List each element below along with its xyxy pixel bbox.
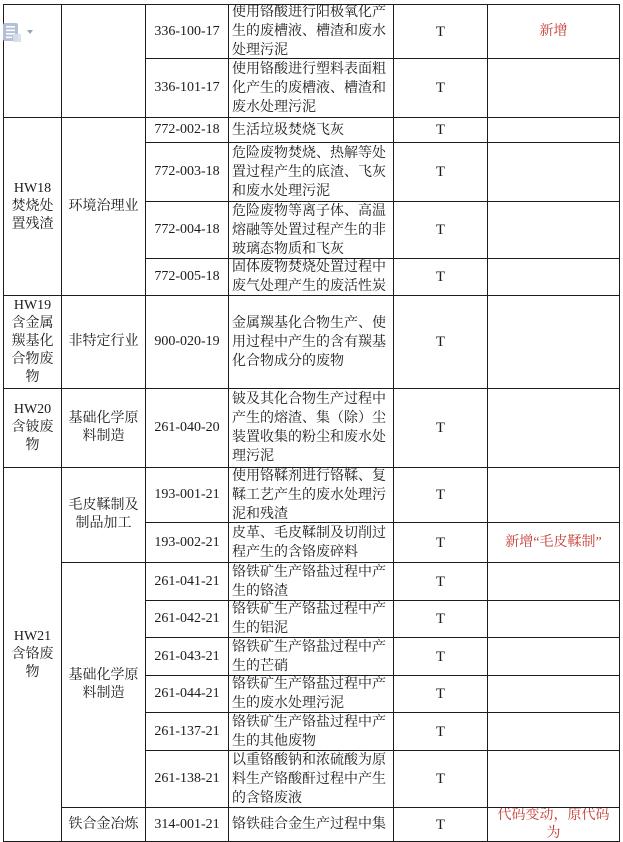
description-cell: 铍及其化合物生产过程中产生的熔渣、集（除）尘装置收集的粉尘和废水处理污泥 — [229, 389, 394, 468]
description-cell: 金属羰基化合物生产、使用过程中产生的含有羰基化合物成分的废物 — [229, 296, 394, 389]
note-cell — [488, 202, 620, 259]
note-cell: 新增 — [488, 5, 620, 59]
note-cell — [488, 118, 620, 143]
hazard-cell: T — [394, 808, 488, 842]
hazard-cell: T — [394, 751, 488, 808]
category-cell — [4, 389, 62, 468]
industry-cell: 环境治理业 — [62, 118, 146, 296]
category-cell — [4, 296, 62, 389]
description-cell: 使用铬酸进行塑料表面粗化产生的废槽液、槽渣和废水处理污泥 — [229, 59, 394, 118]
description-cell: 铬铁矿生产铬盐过程中产生的芒硝 — [229, 638, 394, 676]
description-cell: 危险废物焚烧、热解等处置过程产生的底渣、飞灰和废水处理污泥 — [229, 143, 394, 202]
waste-code-cell: 261-137-21 — [146, 713, 229, 751]
note-cell — [488, 59, 620, 118]
category-code: HW19 — [13, 298, 52, 313]
category-name: 含铬废物 — [11, 646, 54, 680]
description-cell: 以重铬酸钠和浓硫酸为原料生产铬酸酐过程中产生的含铬废液 — [229, 751, 394, 808]
hazard-cell: T — [394, 601, 488, 638]
category-name: 含金属羰基化合物废物 — [11, 316, 54, 385]
industry-cell: 基础化学原料制造 — [62, 563, 146, 808]
description-cell: 皮革、毛皮鞣制及切削过程产生的含铬废碎料 — [229, 523, 394, 563]
note-cell — [488, 143, 620, 202]
note-cell — [488, 638, 620, 676]
industry-cell: 毛皮鞣制及制品加工 — [62, 468, 146, 563]
hazard-cell: T — [394, 296, 488, 389]
category-code: HW18 — [13, 180, 52, 196]
industry-cell: 基础化学原料制造 — [62, 389, 146, 468]
hazard-cell: T — [394, 5, 488, 59]
waste-code-cell: 261-042-21 — [146, 601, 229, 638]
hazard-cell: T — [394, 143, 488, 202]
hazard-cell: T — [394, 523, 488, 563]
category-cell — [4, 118, 62, 296]
waste-code-cell: 772-002-18 — [146, 118, 229, 143]
note-cell — [488, 563, 620, 601]
hazard-cell: T — [394, 259, 488, 296]
description-cell: 使用铬酸进行阳极氧化产生的废槽液、槽渣和废水处理污泥 — [229, 5, 394, 59]
note-cell — [488, 296, 620, 389]
chevron-down-icon — [27, 30, 33, 34]
hazard-cell: T — [394, 202, 488, 259]
paste-options-icon — [2, 22, 38, 44]
note-cell: 代码变动，原代码为 — [488, 808, 620, 842]
hazardous-waste-table — [3, 4, 620, 842]
waste-code-cell: 261-040-20 — [146, 389, 229, 468]
note-cell — [488, 751, 620, 808]
waste-code-cell: 261-041-21 — [146, 563, 229, 601]
note-cell — [488, 259, 620, 296]
waste-code-cell: 336-101-17 — [146, 59, 229, 118]
note-cell — [488, 389, 620, 468]
category-cell — [4, 468, 62, 842]
hazard-cell: T — [394, 676, 488, 713]
waste-code-cell: 336-100-17 — [146, 5, 229, 59]
waste-code-cell: 261-043-21 — [146, 638, 229, 676]
description-cell: 铬铁矿生产铬盐过程中产生的废水处理污泥 — [229, 676, 394, 713]
waste-code-cell: 772-005-18 — [146, 259, 229, 296]
waste-code-cell: 261-044-21 — [146, 676, 229, 713]
hazard-cell: T — [394, 563, 488, 601]
note-cell — [488, 601, 620, 638]
category-code: HW21 — [13, 628, 52, 644]
hazard-cell: T — [394, 468, 488, 523]
description-cell: 铬铁矿生产铬盐过程中产生的铝泥 — [229, 601, 394, 638]
note-cell — [488, 468, 620, 523]
description-cell: 铬铁矿生产铬盐过程中产生的铬渣 — [229, 563, 394, 601]
description-cell: 固体废物焚烧处置过程中废气处理产生的废活性炭 — [229, 259, 394, 296]
hazard-cell: T — [394, 389, 488, 468]
industry-cell — [62, 5, 146, 118]
waste-code-cell: 261-138-21 — [146, 751, 229, 808]
industry-cell: 铁合金冶炼 — [62, 808, 146, 842]
category-name: 含铍废物 — [11, 420, 54, 453]
note-cell — [488, 713, 620, 751]
note-cell — [488, 676, 620, 713]
waste-code-cell: 193-002-21 — [146, 523, 229, 563]
description-cell: 铬铁硅合金生产过程中集 — [229, 808, 394, 842]
hazard-cell: T — [394, 638, 488, 676]
waste-code-cell: 314-001-21 — [146, 808, 229, 842]
waste-code-cell: 772-004-18 — [146, 202, 229, 259]
category-name: 焚烧处置残渣 — [11, 198, 54, 232]
description-cell: 铬铁矿生产铬盐过程中产生的其他废物 — [229, 713, 394, 751]
waste-code-cell: 772-003-18 — [146, 143, 229, 202]
paste-options-button[interactable] — [2, 22, 38, 44]
hazard-cell: T — [394, 713, 488, 751]
waste-code-cell: 193-001-21 — [146, 468, 229, 523]
description-cell: 危险废物等离子体、高温熔融等处置过程产生的非玻璃态物质和飞灰 — [229, 202, 394, 259]
category-code: HW20 — [13, 402, 52, 417]
hazard-cell: T — [394, 59, 488, 118]
description-cell: 使用铬鞣剂进行铬鞣、复鞣工艺产生的废水处理污泥和残渣 — [229, 468, 394, 523]
industry-cell: 非特定行业 — [62, 296, 146, 389]
description-cell: 生活垃圾焚烧飞灰 — [229, 118, 394, 143]
waste-code-cell: 900-020-19 — [146, 296, 229, 389]
hazard-cell: T — [394, 118, 488, 143]
note-cell: 新增“毛皮鞣制” — [488, 523, 620, 563]
